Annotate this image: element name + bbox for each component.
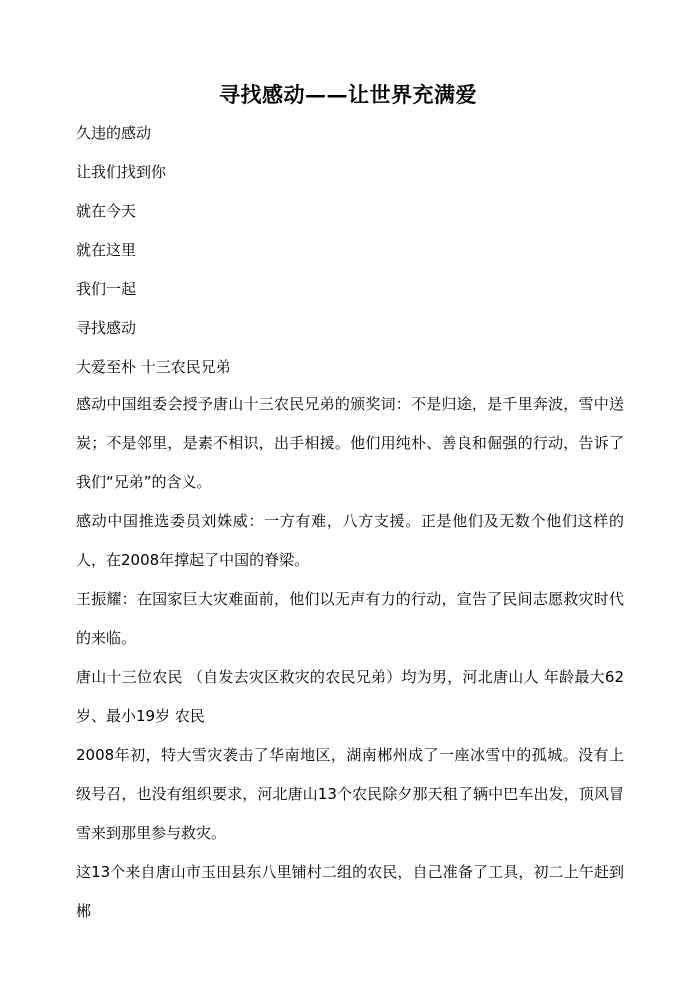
paragraph-wang-zhenyao: 王振耀：在国家巨大灾难面前，他们以无声有力的行动，宣告了民间志愿救灾时代的来临。 [76, 590, 624, 647]
poem-line: 我们一起 [76, 280, 137, 298]
paragraph-profile: 唐山十三位农民 （自发去灾区救灾的农民兄弟）均为男，河北唐山人 年龄最大62岁、最小19岁 农民 [76, 668, 624, 725]
paragraph-award-citation: 感动中国组委会授予唐山十三农民兄弟的颁奖词：不是归途，是千里奔波，雪中送炭；不是邻里，是素不相识，出手相援。他们用纯朴、善良和倔强的行动，告诉了我们“兄弟”的含义。 [76, 395, 624, 491]
poem-line: 让我们找到你 [76, 163, 167, 181]
poem-line: 久违的感动 [76, 124, 152, 142]
paragraph-liu-shuwei: 感动中国推选委员刘姝威：一方有难，八方支援。正是他们及无数个他们这样的人，在2008年撑起了中国的脊梁。 [76, 512, 624, 569]
section-heading: 大爱至朴 十三农民兄弟 [76, 358, 231, 376]
paragraph-snow-disaster: 2008年初，特大雪灾袭击了华南地区，湖南郴州成了一座冰雪中的孤城。没有上级号召，也没有组织要求，河北唐山13个农民除夕那天租了辆中巴车出发，顶风冒雪来到那里参与救灾。 [76, 746, 624, 842]
page-title: 寻找感动——让世界充满爱 [219, 82, 477, 107]
poem-line: 寻找感动 [76, 319, 137, 337]
paragraph-villagers: 这13个来自唐山市玉田县东八里铺村二组的农民，自己准备了工具，初二上午赶到郴 [76, 863, 624, 920]
poem-line: 就在今天 [76, 202, 137, 220]
poem-line: 就在这里 [76, 241, 137, 259]
